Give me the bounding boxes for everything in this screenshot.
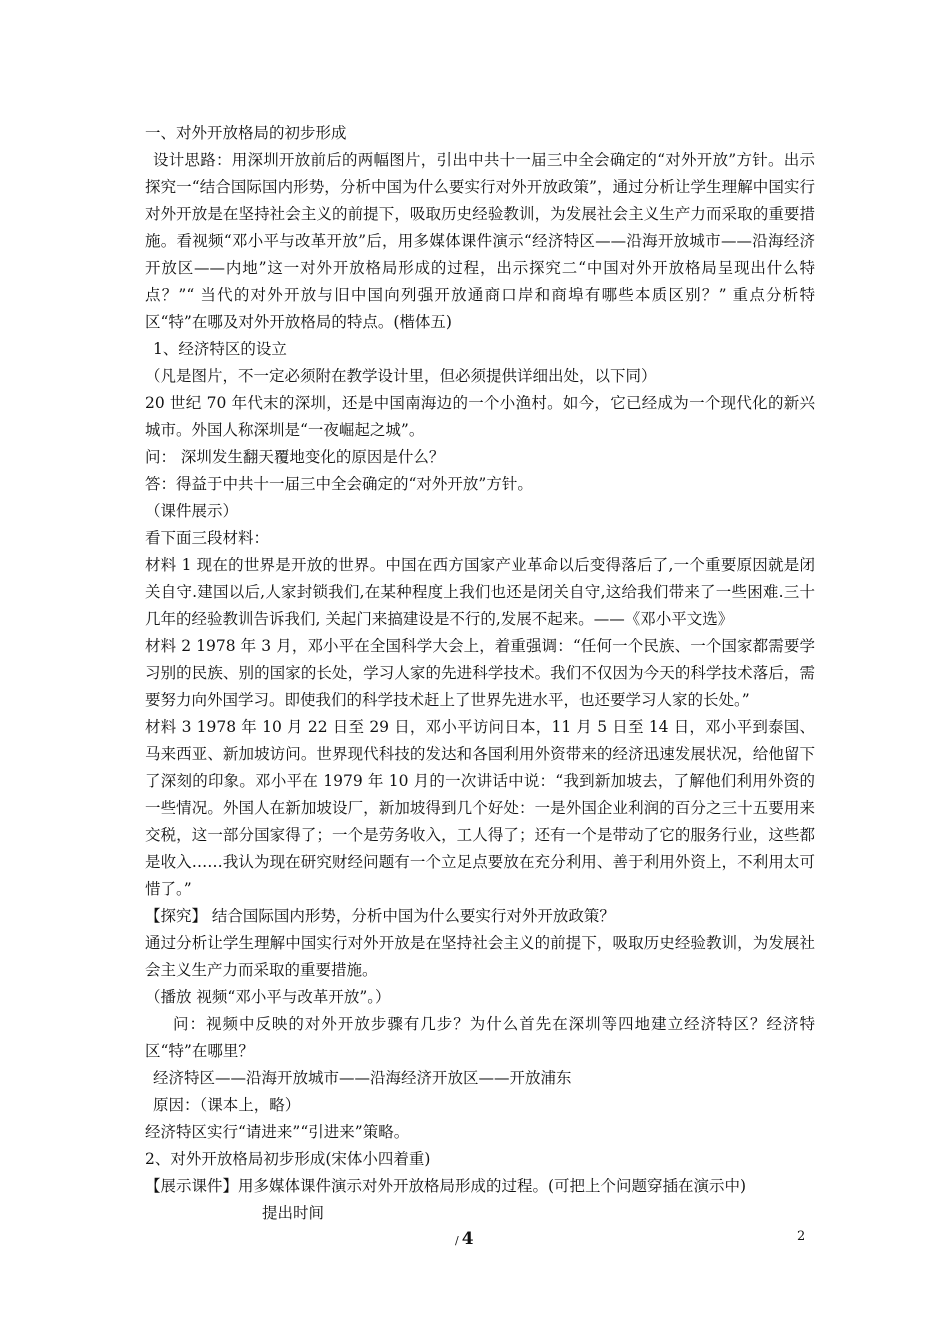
page-number: 2 (797, 1229, 806, 1244)
paragraph: 材料 1 现在的世界是开放的世界。中国在西方国家产业革命以后变得落后了,一个重要原因就是闭关自守.建国以后,人家封锁我们,在某种程度上我们也还是闭关自守,这给我们带来了一些困难.三十几年的经验教训告诉我们, 关起门来搞建设是不行的,发展不起来。——《邓小平文选》 (145, 556, 815, 628)
paragraph: 看下面三段材料： (145, 529, 270, 547)
paragraph: 通过分析让学生理解中国实行对外开放是在坚持社会主义的前提下，吸取历史经验教训，为发展社会主义生产力而采取的重要措施。 (145, 934, 815, 979)
paragraph: 设计思路：用深圳开放前后的两幅图片，引出中共十一届三中全会确定的“对外开放”方针。出示探究一“结合国际国内形势，分析中国为什么要实行对外开放政策”，通过分析让学生理解中国实行对外开放是在坚持社会主义的前提下，吸取历史经验教训，为发展社会主义生产力而采取的重要措施。看视频“邓小平与改革开放”后，用多媒体课件演示“经济特区——沿海开放城市——沿海经济开放区——内地”这一对外开放格局形成的过程，出示探究二“中国对外开放格局呈现出什么特点？”“ 当代的对外开放与旧中国向列强开放通商口岸和商埠有哪些本质区别？” 重点分析特区“特”在哪及对外开放格局的特点。(楷体五) (145, 151, 815, 331)
paragraph: 2、对外开放格局初步形成(宋体小四着重) (145, 1150, 431, 1168)
paragraph: 材料 2 1978 年 3 月，邓小平在全国科学大会上，着重强调：“任何一个民族、一个国家都需要学习别的民族、别的国家的长处，学习人家的先进科学技术。我们不仅因为今天的科学技术落后，需要努力向外国学习。即使我们的科学技术赶上了世界先进水平，也还要学习人家的长处。” (145, 637, 815, 709)
paragraph: 问： 深圳发生翻天覆地变化的原因是什么？ (145, 448, 445, 466)
page-separator: / (455, 1234, 459, 1247)
paragraph: （凡是图片，不一定必须附在教学设计里，但必须提供详细出处，以下同） (145, 367, 657, 385)
paragraph: 经济特区实行“请进来”“引进来”策略。 (145, 1123, 410, 1141)
document-body (145, 120, 815, 1227)
paragraph: 材料 3 1978 年 10 月 22 日至 29 日，邓小平访问日本，11 月 5 日至 14 日，邓小平到泰国、马来西亚、新加坡访问。世界现代科技的发达和各国利用外资带来的经济迅速发展状况，给他留下了深刻的印象。邓小平在 1979 年 10 月的一次讲话中说：“我到新加坡去，了解他们利用外资的一些情况。外国人在新加坡设厂，新加坡得到几个好处：一是外国企业利润的百分之三十五要用来交税，这一部分国家得了；一个是劳务收入，工人得了；还有一个是带动了它的服务行业，这些都是收入……我认为现在研究财经问题有一个立足点要放在充分利用、善于利用外资上，不利用太可惜了。” (145, 718, 815, 898)
paragraph: 20 世纪 70 年代末的深圳，还是中国南海边的一个小渔村。如今，它已经成为一个现代化的新兴城市。外国人称深圳是“一夜崛起之城”。 (145, 394, 815, 439)
paragraph: 提出时间 (262, 1204, 325, 1222)
paragraph: 一、对外开放格局的初步形成 (145, 124, 347, 142)
paragraph: （播放 视频“邓小平与改革开放”。） (145, 988, 391, 1006)
paragraph: 原因：（课本上，略） (153, 1096, 301, 1114)
paragraph: 1、经济特区的设立 (153, 340, 287, 358)
page-count (455, 1229, 474, 1249)
paragraph: 问：视频中反映的对外开放步骤有几步？为什么首先在深圳等四地建立经济特区？经济特区“特”在哪里？ (145, 1015, 815, 1060)
paragraph: 经济特区——沿海开放城市——沿海经济开放区——开放浦东 (153, 1069, 572, 1087)
paragraph: 【探究】 结合国际国内形势，分析中国为什么要实行对外开放政策？ (145, 907, 615, 925)
paragraph: （课件展示） (145, 502, 239, 520)
total-pages: 4 (461, 1229, 474, 1249)
paragraph: 【展示课件】用多媒体课件演示对外开放格局形成的过程。(可把上个问题穿插在演示中) (145, 1177, 747, 1195)
paragraph: 答：得益于中共十一届三中全会确定的“对外开放”方针。 (145, 475, 533, 493)
